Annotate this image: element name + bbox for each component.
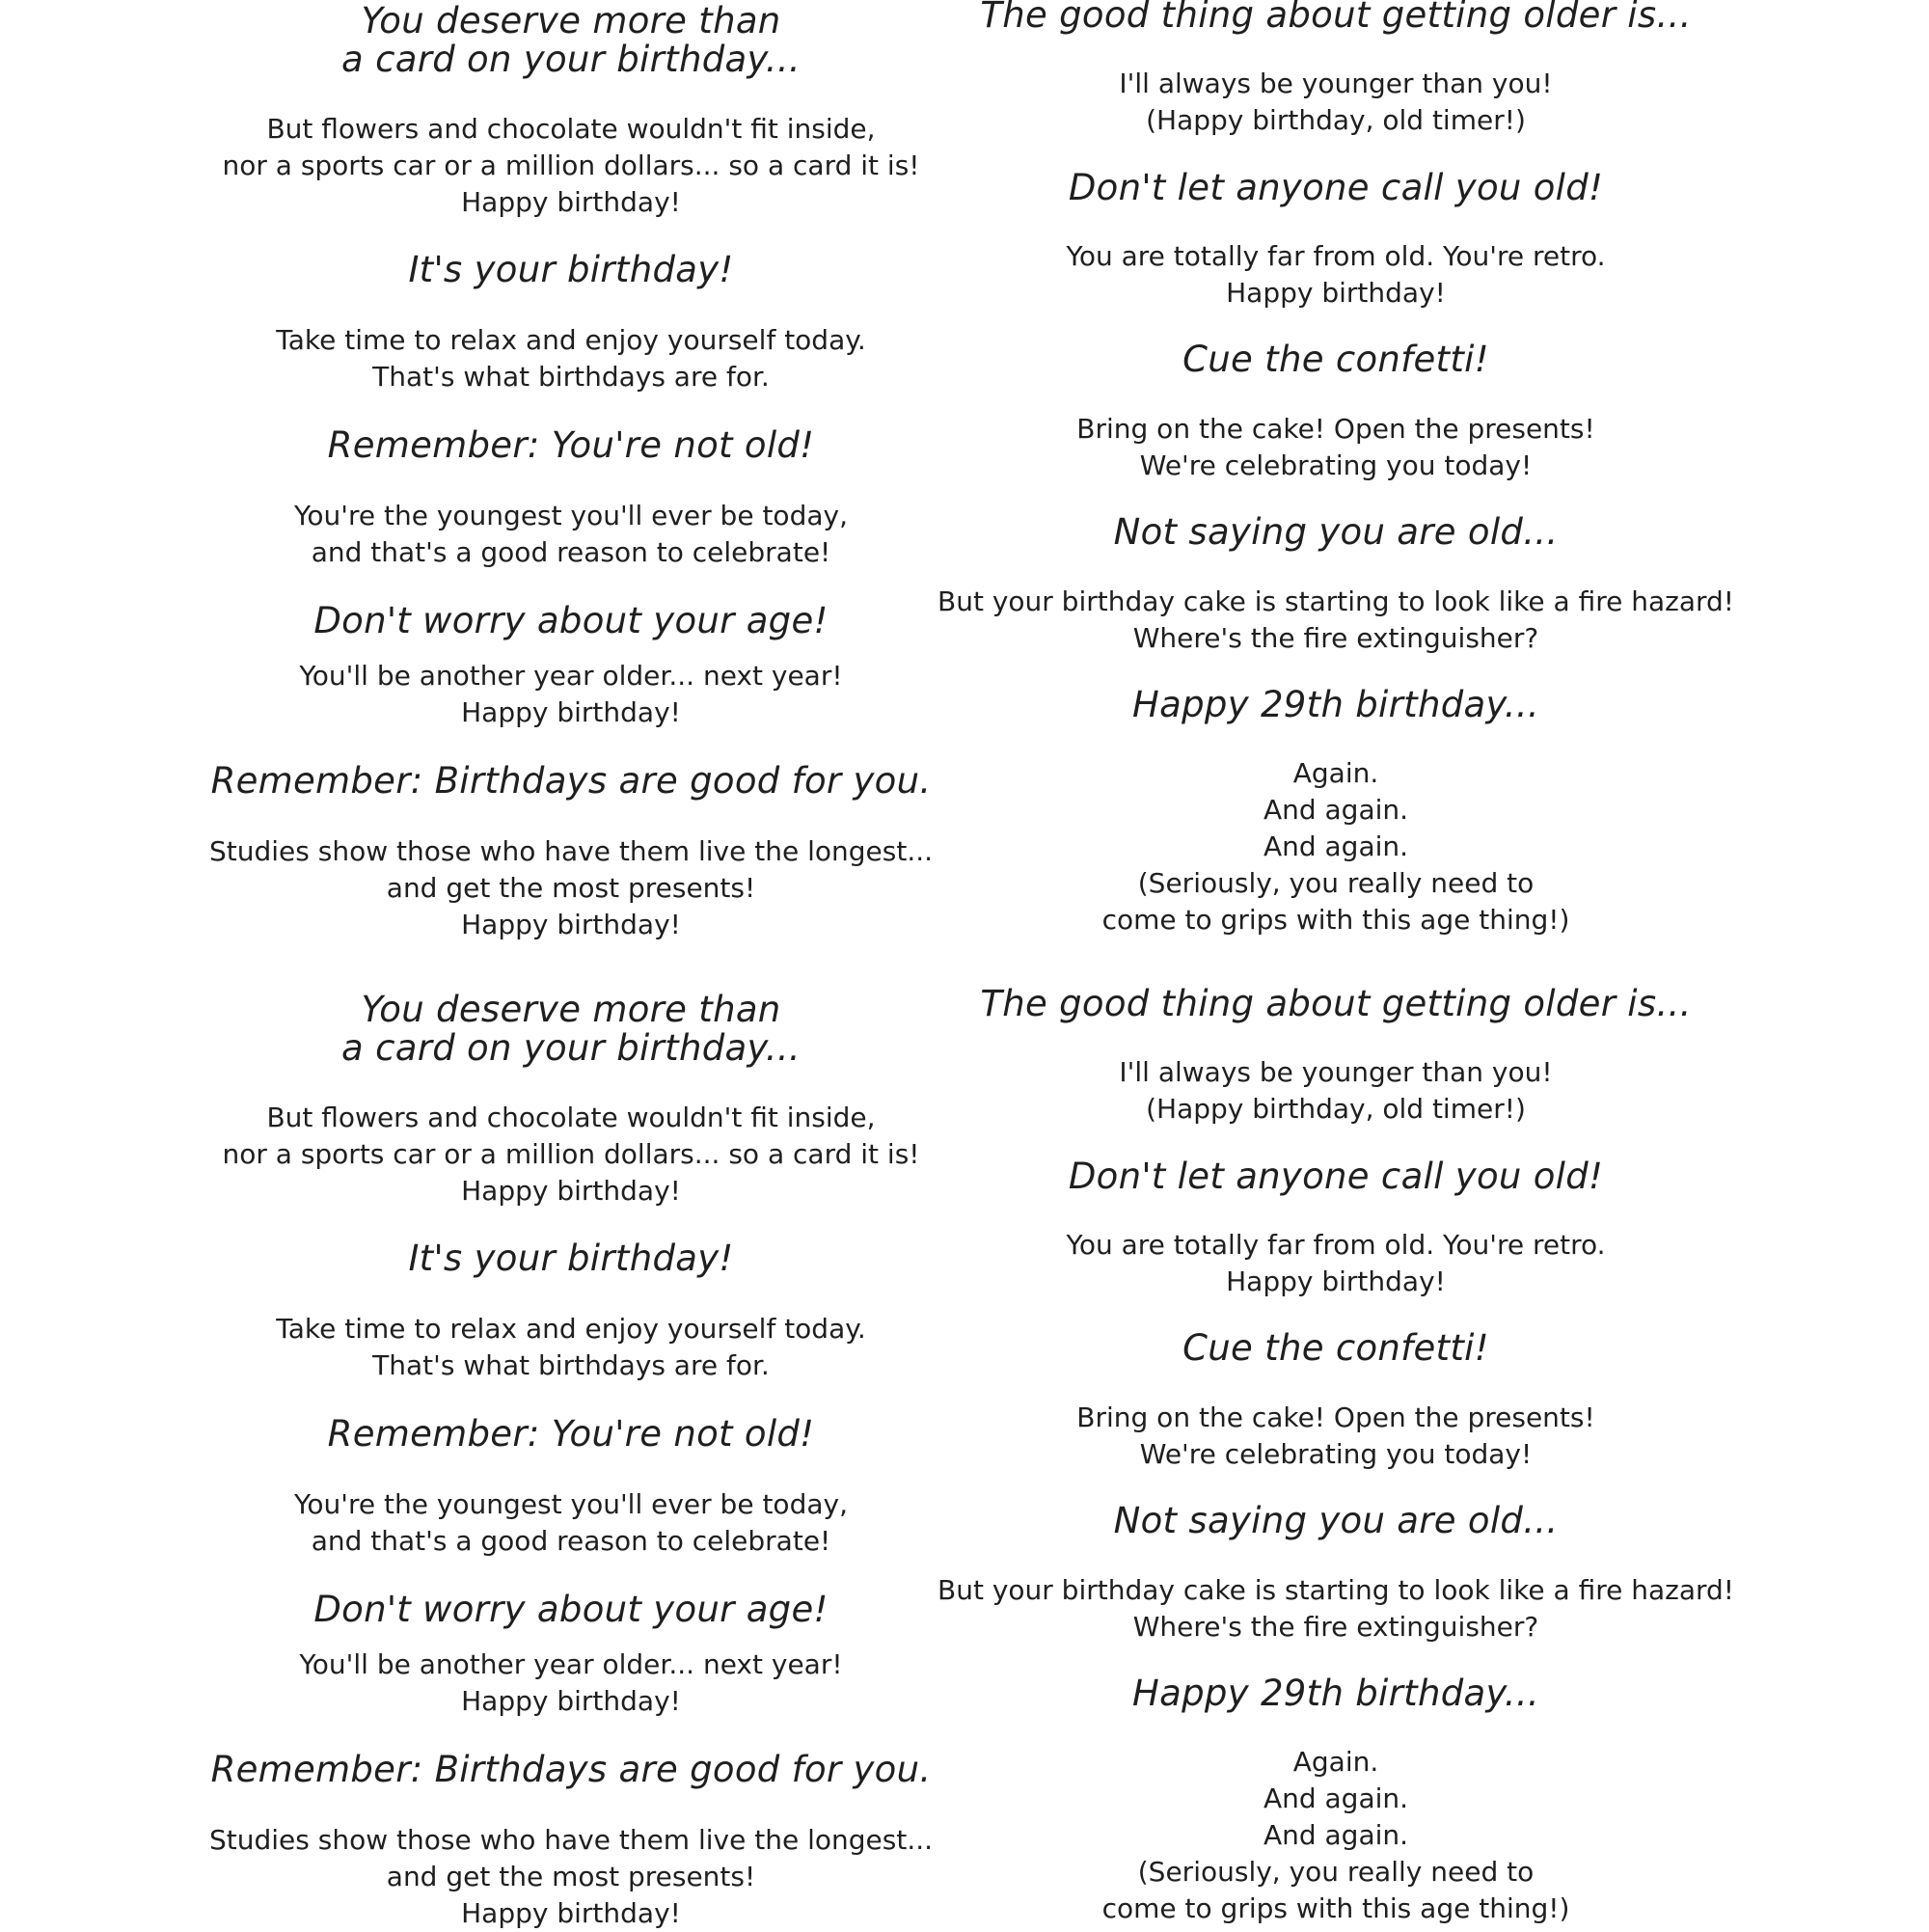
message-body: We're celebrating you today! (1139, 1438, 1533, 1470)
message-body: I'll always be younger than you! (1119, 68, 1553, 99)
message-heading: Cue the confetti! (1182, 1327, 1489, 1369)
message-body: Happy birthday! (461, 1897, 681, 1929)
message-body: Where's the fire extinguisher? (1132, 1611, 1539, 1643)
message-heading: Happy 29th birthday... (1132, 684, 1539, 725)
message-body: But your birthday cake is starting to look like a fire hazard! (937, 1574, 1735, 1606)
message-body: You'll be another year older... next year! (299, 1648, 843, 1680)
message-body: and get the most presents! (386, 872, 756, 904)
message-heading: Remember: You're not old! (327, 424, 815, 466)
message-heading: Don't let anyone call you old! (1068, 1156, 1604, 1197)
message-body: Happy birthday! (461, 696, 681, 728)
message-body: and that's a good reason to celebrate! (311, 536, 831, 568)
message-heading: Cue the confetti! (1182, 339, 1489, 380)
message-body: and get the most presents! (386, 1861, 756, 1892)
message-body: come to grips with this age thing!) (1101, 904, 1570, 936)
message-body: nor a sports car or a million dollars... so a card it is! (222, 1138, 920, 1170)
message-body: I'll always be younger than you! (1119, 1056, 1553, 1088)
message-body: and that's a good reason to celebrate! (311, 1525, 831, 1557)
message-body: nor a sports car or a million dollars... so a card it is! (222, 150, 920, 181)
message-heading: Happy 29th birthday... (1132, 1673, 1539, 1714)
message-body: We're celebrating you today! (1139, 449, 1533, 481)
message-body: That's what birthdays are for. (372, 1349, 770, 1381)
message-heading: Remember: You're not old! (327, 1413, 815, 1455)
message-body: Happy birthday! (1226, 1265, 1446, 1297)
message-body: Studies show those who have them live the longest... (208, 1824, 934, 1856)
message-body: And again. (1263, 830, 1409, 862)
message-heading: It's your birthday! (408, 1238, 734, 1279)
message-body: But your birthday cake is starting to look like a fire hazard! (937, 585, 1735, 617)
message-body: (Seriously, you really need to (1137, 867, 1535, 899)
message-body: Where's the fire extinguisher? (1132, 622, 1539, 654)
message-heading: a card on your birthday... (341, 1027, 801, 1069)
message-body: And again. (1263, 794, 1409, 826)
message-body: Happy birthday! (1226, 277, 1446, 309)
message-heading: Remember: Birthdays are good for you. (210, 1749, 932, 1790)
message-heading: The good thing about getting older is... (980, 983, 1692, 1024)
message-body: Take time to relax and enjoy yourself today. (276, 1313, 866, 1345)
message-body: Bring on the cake! Open the presents! (1076, 1401, 1595, 1433)
message-heading: You deserve more than (361, 0, 781, 41)
message-body: Take time to relax and enjoy yourself today. (276, 324, 866, 356)
message-body: Again. (1292, 1746, 1379, 1778)
message-body: Bring on the cake! Open the presents! (1076, 413, 1595, 445)
message-body: You'll be another year older... next year! (299, 660, 843, 692)
message-heading: Don't let anyone call you old! (1068, 167, 1604, 208)
message-body: come to grips with this age thing!) (1101, 1892, 1570, 1924)
message-body: You're the youngest you'll ever be today, (294, 1488, 848, 1520)
message-heading: Not saying you are old... (1113, 1500, 1559, 1541)
message-body: But flowers and chocolate wouldn't fit inside, (266, 1102, 876, 1133)
message-heading: It's your birthday! (408, 249, 734, 290)
message-body: Happy birthday! (461, 909, 681, 940)
message-heading: The good thing about getting older is... (980, 0, 1692, 36)
message-body: (Happy birthday, old timer!) (1146, 1093, 1526, 1125)
message-body: Studies show those who have them live the longest... (208, 835, 934, 867)
message-heading: a card on your birthday... (341, 39, 801, 80)
message-body: You're the youngest you'll ever be today, (294, 500, 848, 531)
message-body: But flowers and chocolate wouldn't fit inside, (266, 113, 876, 145)
message-heading: Not saying you are old... (1113, 511, 1559, 553)
message-body: That's what birthdays are for. (372, 361, 770, 393)
message-body: You are totally far from old. You're retro. (1066, 1229, 1606, 1261)
message-body: Happy birthday! (461, 1175, 681, 1207)
message-heading: You deserve more than (361, 989, 781, 1030)
message-body: Happy birthday! (461, 1685, 681, 1717)
message-body: Happy birthday! (461, 186, 681, 218)
message-heading: Don't worry about your age! (313, 600, 829, 641)
message-body: And again. (1263, 1819, 1409, 1851)
message-body: (Seriously, you really need to (1137, 1856, 1535, 1888)
message-heading: Don't worry about your age! (313, 1589, 829, 1630)
message-body: (Happy birthday, old timer!) (1146, 104, 1526, 136)
message-heading: Remember: Birthdays are good for you. (210, 760, 932, 802)
message-body: You are totally far from old. You're retro. (1066, 240, 1606, 272)
message-body: Again. (1292, 757, 1379, 789)
message-body: And again. (1263, 1782, 1409, 1814)
